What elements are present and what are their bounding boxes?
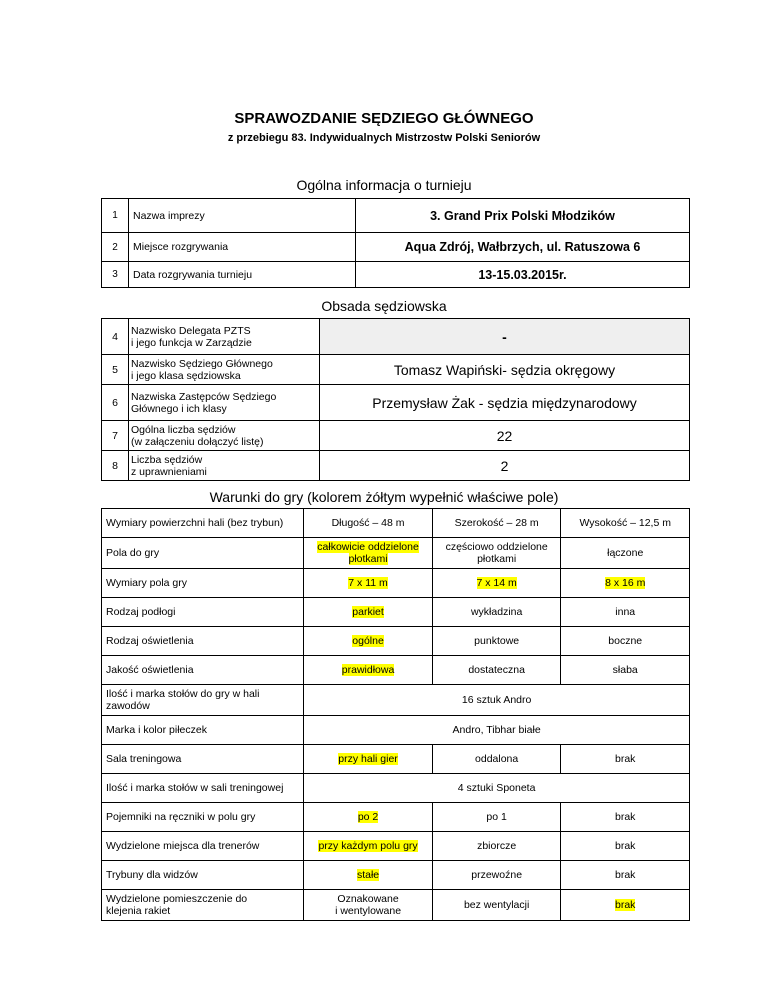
cell bbox=[561, 538, 690, 569]
referees-table bbox=[101, 318, 690, 481]
option-selected: ogólne bbox=[352, 635, 384, 647]
option: Oznakowane bbox=[337, 893, 399, 905]
table-row bbox=[102, 421, 690, 451]
report-title: SPRAWOZDANIE SĘDZIEGO GŁÓWNEGO bbox=[234, 110, 534, 127]
cell bbox=[561, 627, 690, 656]
row-label: Trybuny dla widzów bbox=[102, 861, 304, 890]
conditions-heading: Warunki do gry (kolorem żółtym wypełnić właściwe pole) bbox=[209, 489, 559, 505]
table-row bbox=[102, 233, 690, 262]
row-label: Pola do gry bbox=[102, 538, 304, 569]
cell bbox=[432, 598, 561, 627]
option-selected: stałe bbox=[356, 869, 380, 881]
option-selected: przy hali gier bbox=[338, 753, 398, 765]
row-label: Ilość i marka stołów w sali treningowej bbox=[102, 774, 304, 803]
option: przewoźne bbox=[471, 869, 523, 881]
referees-heading: Obsada sędziowska bbox=[321, 298, 447, 314]
row-number: 7 bbox=[102, 421, 129, 451]
cell bbox=[561, 832, 690, 861]
cell bbox=[304, 745, 433, 774]
cell bbox=[432, 861, 561, 890]
option: brak bbox=[615, 840, 636, 852]
option: częściowo oddzielone bbox=[445, 541, 548, 553]
option: słaba bbox=[612, 664, 638, 676]
conditions-table bbox=[101, 508, 690, 921]
option: oddalona bbox=[475, 753, 519, 765]
table-row bbox=[102, 832, 690, 861]
option-selected: 7 x 14 m bbox=[476, 577, 517, 589]
cell: Andro, Tibhar białe bbox=[304, 716, 690, 745]
option-selected: całkowicie oddzielone bbox=[317, 541, 419, 553]
option-selected: brak bbox=[615, 899, 636, 911]
option-selected: 8 x 16 m bbox=[605, 577, 646, 589]
table-row bbox=[102, 685, 690, 716]
height-value: Wysokość – 12,5 m bbox=[579, 517, 671, 529]
cell bbox=[432, 509, 561, 538]
row-label: Jakość oświetlenia bbox=[102, 656, 304, 685]
general-info-table bbox=[101, 198, 690, 288]
table-row bbox=[102, 803, 690, 832]
table-row bbox=[102, 355, 690, 385]
table-row bbox=[102, 598, 690, 627]
referee-count-value: 22 bbox=[320, 421, 690, 451]
cell bbox=[304, 656, 433, 685]
option-selected: 7 x 11 m bbox=[348, 577, 388, 589]
option: brak bbox=[615, 753, 636, 765]
option: i wentylowane bbox=[335, 905, 402, 917]
row-label: Rodzaj oświetlenia bbox=[102, 627, 304, 656]
cell bbox=[432, 569, 561, 598]
option: dostateczna bbox=[468, 664, 525, 676]
option-selected: prawidłowa bbox=[341, 664, 395, 676]
cell bbox=[432, 832, 561, 861]
cell bbox=[304, 890, 433, 921]
option: punktowe bbox=[474, 635, 520, 647]
row-label: Liczba sędziów z uprawnieniami bbox=[129, 451, 320, 481]
width-value: Szerokość – 28 m bbox=[454, 517, 539, 529]
option: płotkami bbox=[477, 553, 517, 565]
table-row bbox=[102, 861, 690, 890]
option: inna bbox=[615, 606, 636, 618]
option-selected: parkiet bbox=[352, 606, 384, 618]
cell bbox=[304, 832, 433, 861]
table-row bbox=[102, 538, 690, 569]
cell bbox=[304, 598, 433, 627]
row-label: Nazwa imprezy bbox=[129, 199, 356, 233]
row-label: Wydzielone pomieszczenie do klejenia rakiet bbox=[102, 890, 304, 921]
row-label: Wydzielone miejsca dla trenerów bbox=[102, 832, 304, 861]
cell bbox=[432, 538, 561, 569]
row-label: Ilość i marka stołów do gry w hali zawodów bbox=[102, 685, 304, 716]
row-number: 6 bbox=[102, 385, 129, 421]
row-number: 8 bbox=[102, 451, 129, 481]
row-label: Marka i kolor piłeczek bbox=[102, 716, 304, 745]
option-selected: po 2 bbox=[357, 811, 379, 823]
cell bbox=[561, 861, 690, 890]
option: bez wentylacji bbox=[463, 899, 530, 911]
option: boczne bbox=[608, 635, 643, 647]
option: po 1 bbox=[486, 811, 507, 823]
cell bbox=[561, 509, 690, 538]
option: zbiorcze bbox=[477, 840, 517, 852]
row-label: Wymiary pola gry bbox=[102, 569, 304, 598]
table-row bbox=[102, 385, 690, 421]
cell bbox=[561, 569, 690, 598]
table-row bbox=[102, 890, 690, 921]
cell bbox=[304, 627, 433, 656]
option: łączone bbox=[607, 547, 644, 559]
deputy-referees-value: Przemysław Żak - sędzia międzynarodowy bbox=[320, 385, 690, 421]
table-row bbox=[102, 262, 690, 288]
row-label: Data rozgrywania turnieju bbox=[129, 262, 356, 288]
cell bbox=[304, 509, 433, 538]
row-number: 5 bbox=[102, 355, 129, 385]
table-row bbox=[102, 509, 690, 538]
option: wykładzina bbox=[470, 606, 523, 618]
row-label: Nazwiska Zastępców Sędziego Głównego i ich klasy bbox=[129, 385, 320, 421]
general-heading: Ogólna informacja o turnieju bbox=[296, 177, 472, 193]
venue-value: Aqua Zdrój, Wałbrzych, ul. Ratuszowa 6 bbox=[356, 233, 690, 262]
row-label: Sala treningowa bbox=[102, 745, 304, 774]
cell bbox=[432, 745, 561, 774]
event-name-value: 3. Grand Prix Polski Młodzików bbox=[356, 199, 690, 233]
row-label: Pojemniki na ręczniki w polu gry bbox=[102, 803, 304, 832]
cell bbox=[561, 890, 690, 921]
option-selected: przy każdym polu gry bbox=[318, 840, 418, 852]
cell bbox=[432, 890, 561, 921]
cell bbox=[304, 538, 433, 569]
row-number: 3 bbox=[102, 262, 129, 288]
cell bbox=[561, 656, 690, 685]
cell: 16 sztuk Andro bbox=[304, 685, 690, 716]
row-label: Miejsce rozgrywania bbox=[129, 233, 356, 262]
row-label: Rodzaj podłogi bbox=[102, 598, 304, 627]
row-label: Nazwisko Sędziego Głównego i jego klasa sędziowska bbox=[129, 355, 320, 385]
cell bbox=[304, 803, 433, 832]
row-number: 1 bbox=[102, 199, 129, 233]
table-row bbox=[102, 774, 690, 803]
cell bbox=[432, 627, 561, 656]
row-label: Nazwisko Delegata PZTS i jego funkcja w Zarządzie bbox=[129, 319, 320, 355]
table-row bbox=[102, 319, 690, 355]
row-label: Ogólna liczba sędziów (w załączeniu dołączyć listę) bbox=[129, 421, 320, 451]
cell bbox=[561, 598, 690, 627]
table-row bbox=[102, 199, 690, 233]
row-label: Wymiary powierzchni hali (bez trybun) bbox=[102, 509, 304, 538]
head-referee-value: Tomasz Wapiński- sędzia okręgowy bbox=[320, 355, 690, 385]
cell bbox=[432, 656, 561, 685]
table-row bbox=[102, 451, 690, 481]
length-value: Długość – 48 m bbox=[331, 517, 405, 529]
row-number: 4 bbox=[102, 319, 129, 355]
table-row bbox=[102, 627, 690, 656]
report-subtitle: z przebiegu 83. Indywidualnych Mistrzostw Polski Seniorów bbox=[227, 132, 541, 144]
delegate-value: - bbox=[320, 319, 690, 355]
cell bbox=[432, 803, 561, 832]
table-row bbox=[102, 569, 690, 598]
cell bbox=[561, 745, 690, 774]
option: brak bbox=[615, 811, 636, 823]
table-row bbox=[102, 745, 690, 774]
row-number: 2 bbox=[102, 233, 129, 262]
table-row bbox=[102, 716, 690, 745]
table-row bbox=[102, 656, 690, 685]
cell bbox=[304, 569, 433, 598]
option-selected: płotkami bbox=[348, 553, 388, 565]
cell bbox=[304, 861, 433, 890]
option: brak bbox=[615, 869, 636, 881]
licensed-referee-count-value: 2 bbox=[320, 451, 690, 481]
cell: 4 sztuki Sponeta bbox=[304, 774, 690, 803]
cell bbox=[561, 803, 690, 832]
date-value: 13-15.03.2015r. bbox=[356, 262, 690, 288]
